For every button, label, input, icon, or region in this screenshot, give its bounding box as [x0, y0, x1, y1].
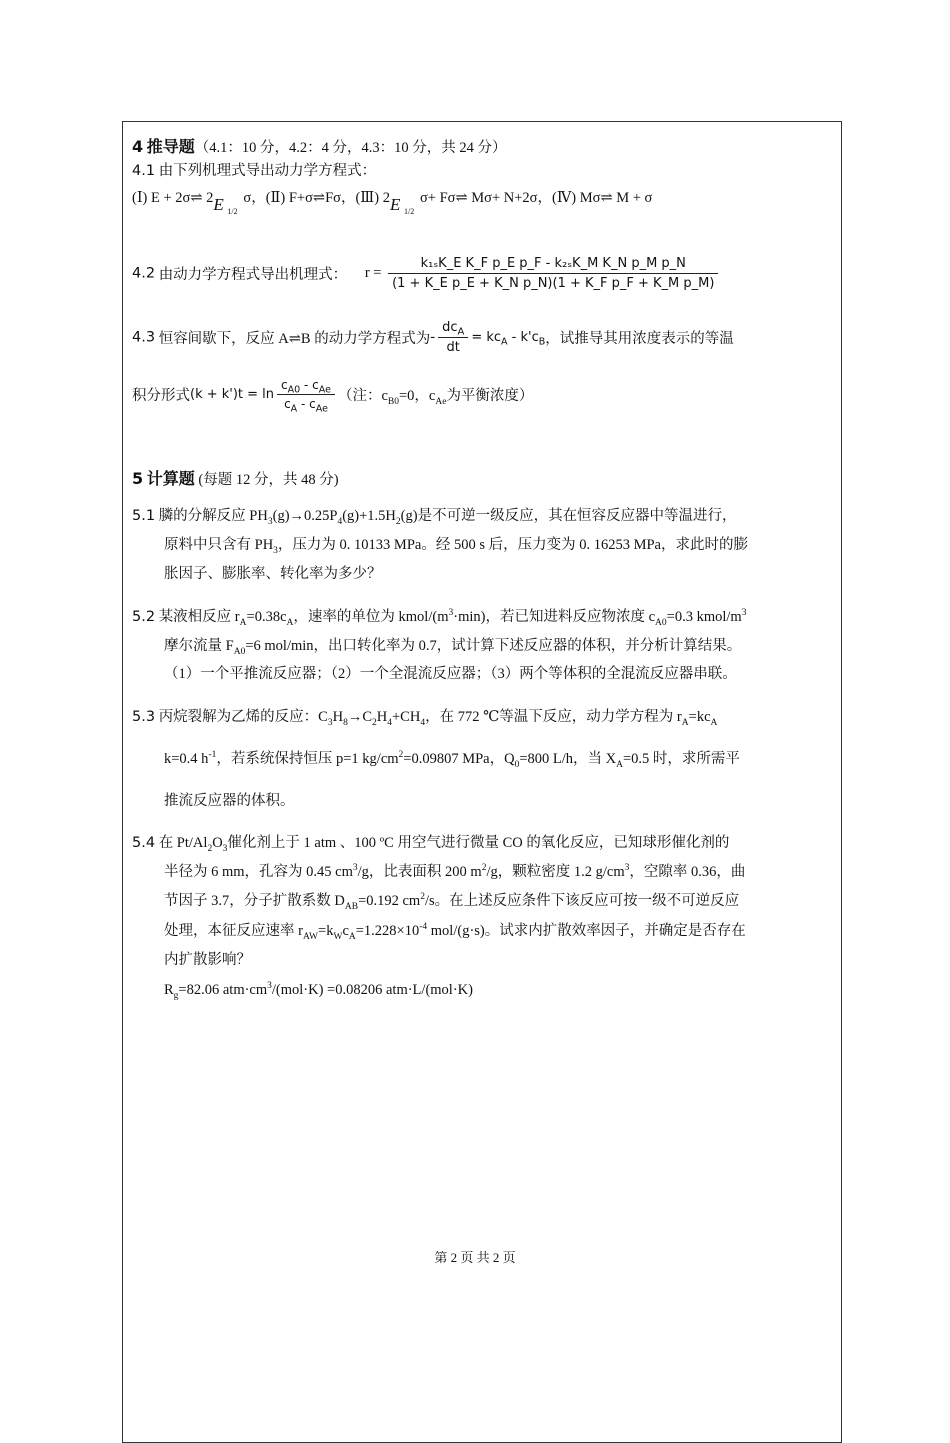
q54-gas-constant: $R_g=82.06$ $atm\cdot cm^3/(mol\cdot K) =0.08206$ atm·L/(mol·K) — [164, 981, 473, 1001]
q43-note: （注：$c_{B0}=0$，$c_{Ae}$为平衡浓度） — [337, 388, 534, 407]
q42-fraction — [388, 256, 718, 291]
q54-line5: 内扩散影响？ — [164, 952, 251, 968]
question-5-2: 5.2 某液相反应 $r_A=0.38c_A$，速率的单位为 kmol/$(m^3\cdot\min)$，若已知进料反应物浓度 $c_{A0}=0.3$ kmol/$m^3$ — [132, 608, 747, 628]
section-5-title: 计算题 — [146, 469, 195, 488]
q41-mechanism — [132, 186, 652, 222]
question-5-4: 5.4 在 $Pt/Al_2O_3$催化剂上于 1 atm 、100 ºC 用空气进行微量 CO 的氧化反应，已知球形催化剂的 — [132, 835, 730, 854]
e-half-symbol: E 1/2 — [213, 194, 238, 216]
q43-int-lhs: (k + k')t = ln — [190, 387, 275, 402]
q52-line3: （1）一个平推流反应器；（2）一个全混流反应器；（3）两个等体积的全混流反应器串联。 — [164, 666, 737, 682]
q43-text1: 恒容间歇下，反应 A⇌B 的动力学方程式为 — [158, 331, 431, 347]
q43-derivative: $\frac{dc_A}{dt}$ — [438, 320, 468, 355]
q42-numerator: k₁ₛK_E K_F p_E p_F - k₂ₛK_M K_N p_M p_N — [388, 256, 718, 274]
question-4-1 — [132, 161, 376, 181]
q43-integral-line — [132, 378, 534, 415]
q51-number: 5.1 — [132, 508, 156, 524]
q41-step-1b: σ， — [243, 190, 266, 206]
q41-step-3b: σ+ Fσ⇌ Mσ+ N+2σ， — [419, 190, 552, 206]
q51-line2: 原料中只含有 $PH_3$，压力为 0. 10133 MPa。经 500 s 后，压力变为 0. 16253 MPa，求此时的膨 — [164, 537, 748, 556]
q54-line4: 处理，本征反应速率 $r_{AW}=k_Wc_A=1.228\times 10^{-4}$ mol/(g·s)。试求内扩散效率因子，并确定是否存在 — [164, 922, 746, 942]
q53-number: 5.3 — [132, 709, 156, 725]
q43-int-fraction: $\frac{c_{A0} - c_{Ae}}{c_A - c_{Ae}}$ — [277, 378, 335, 411]
q54-number: 5.4 — [132, 835, 156, 851]
q42-number: 4.2 — [132, 265, 156, 282]
question-4-2 — [132, 256, 721, 291]
q41-number: 4.1 — [132, 163, 156, 179]
q41-step-4: (Ⅳ) Mσ⇌ M + σ — [551, 190, 653, 206]
section-4-number: 4 — [132, 137, 144, 156]
section-5-header — [132, 469, 339, 490]
q41-step-3: (Ⅲ) 2 — [355, 190, 390, 206]
q52-number: 5.2 — [132, 609, 156, 625]
q42-text: 由动力学方程式导出机理式： — [158, 267, 348, 283]
section-4-title: 推导题 — [146, 137, 195, 156]
q41-text: 由下列机理式导出动力学方程式： — [158, 163, 377, 179]
page-number: 第 2 页 共 2 页 — [434, 1250, 516, 1265]
q54-line3: 节因子 3.7，分子扩散系数 $D_{AB}=0.192$ $cm^2/s$。在上述反应条件下该反应可按一级不可逆反应 — [164, 892, 740, 912]
q43-text2: ，试推导其用浓度表示的等温 — [545, 331, 734, 347]
q41-step-1: (Ⅰ) E + 2σ⇌ 2 — [132, 190, 214, 206]
question-5-3: 5.3 丙烷裂解为乙烯的反应：$C_3H_8\to C_2H_4+CH_4$，在 772 ℃等温下反应，动力学方程为 $r_A=kc_A$ — [132, 709, 718, 728]
section-5-number: 5 — [132, 469, 144, 488]
question-4-3 — [132, 320, 734, 355]
q53-line3: 推流反应器的体积。 — [164, 793, 295, 809]
section-5-points: (每题 12 分，共 48 分) — [198, 472, 339, 488]
q43-number: 4.3 — [132, 329, 156, 346]
e-half-symbol-2: E 1/2 — [389, 194, 415, 216]
section-4-header — [132, 137, 507, 158]
q53-line2: k=0.4 $h^{-1}$，若系统保持恒压 p=1 $kg/cm^2=0.09807$ MPa，$Q_0=800$ L/h，当 $X_A=0.5$ 时，求所需平 — [164, 750, 740, 770]
q42-lhs: r = — [364, 265, 382, 281]
q52-line2: 摩尔流量 $F_{A0}=6$ mol/min，出口转化率为 0.7，试计算下述反应器的体积，并分析计算结果。 — [164, 638, 742, 657]
question-5-1: 5.1 膦的分解反应 $PH_3(g)\to 0.25P_4(g)+1.5H_2(g)$是不可逆一级反应，其在恒容反应器中等温进行， — [132, 508, 737, 527]
q51-line3: 胀因子、膨胀率、转化率为多少？ — [164, 566, 382, 582]
q43-text3: 积分形式 — [132, 388, 190, 404]
q43-rate: = $kc_A - k'c_B$ — [471, 330, 546, 348]
q54-line2: 半径为 6 mm，孔容为 0.45 $cm^3/g$，比表面积 200 $m^2/g$，颗粒密度 1.2 $g/cm^3$，空隙率 0.36，曲 — [164, 863, 746, 880]
q41-step-2: (Ⅱ) F+σ⇌Fσ， — [265, 190, 356, 206]
q43-minus: - — [430, 329, 436, 345]
section-4-points: （4.1：10 分，4.2：4 分，4.3：10 分，共 24 分） — [194, 140, 507, 156]
q42-denominator: (1 + K_E p_E + K_N p_N)(1 + K_F p_F + K_M p_M) — [392, 276, 715, 291]
